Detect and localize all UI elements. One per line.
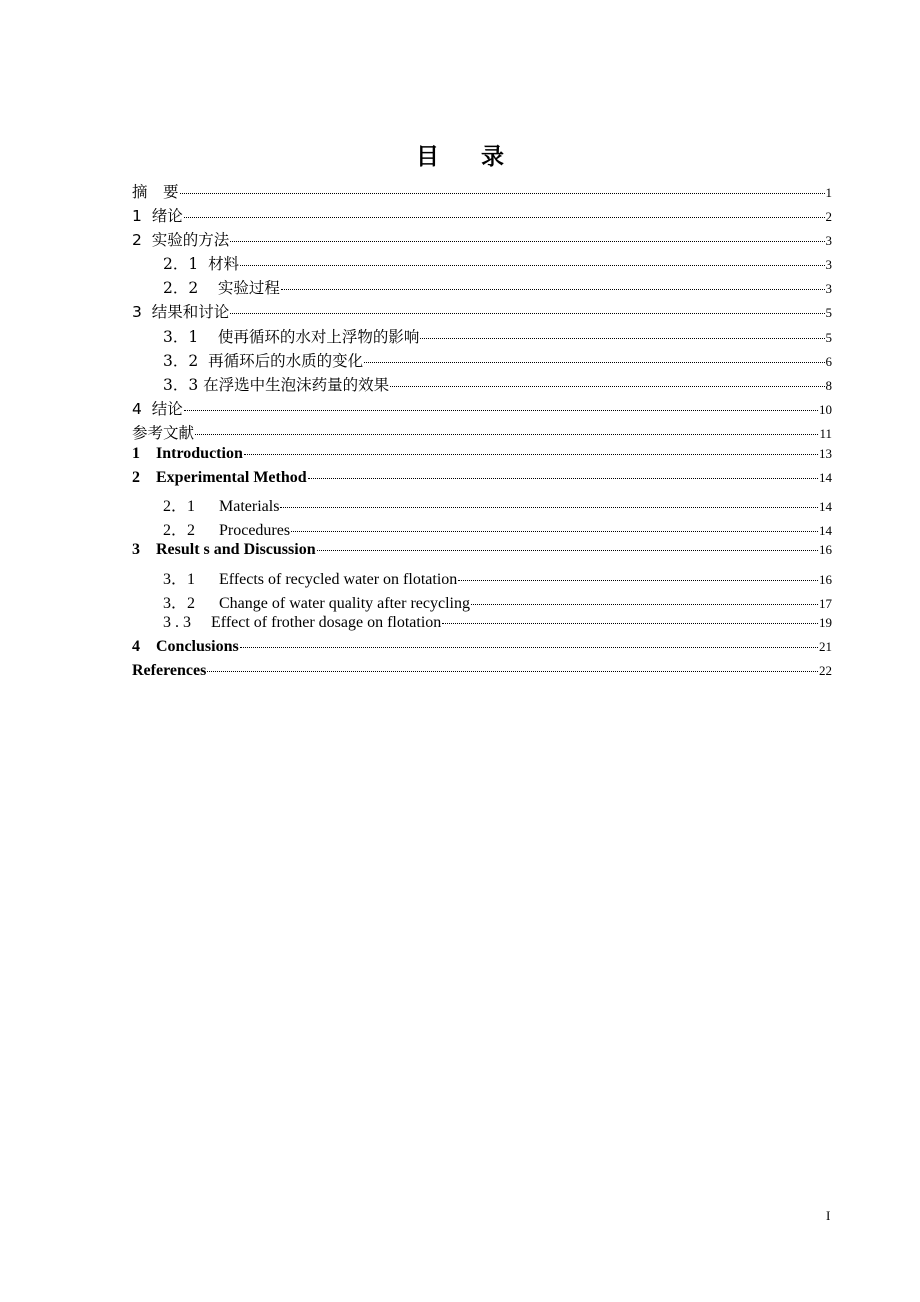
leader-dots xyxy=(458,576,818,581)
leader-dots xyxy=(308,474,818,479)
toc-page-number: 21 xyxy=(819,638,832,654)
title-char-1: 目 xyxy=(416,144,439,170)
toc-page-number: 13 xyxy=(819,446,832,462)
toc-label: 3．1 使再循环的水对上浮物的影响 xyxy=(163,327,420,346)
toc-entry-procedures-en[interactable] xyxy=(132,517,832,541)
toc-label: 3．2 Change of water quality after recycling xyxy=(163,594,471,612)
toc-label: 2 实验的方法 xyxy=(132,231,230,250)
leader-dots xyxy=(280,503,818,508)
toc-label: 4 Conclusions xyxy=(132,637,239,655)
toc-entry-introduction-cn[interactable] xyxy=(132,204,832,228)
toc-entry-references-cn[interactable] xyxy=(132,421,832,445)
leader-dots xyxy=(281,285,825,290)
toc-entry-water-quality-en[interactable] xyxy=(132,590,832,614)
leader-dots xyxy=(390,382,824,387)
leader-dots xyxy=(317,546,818,551)
toc-page-number: 16 xyxy=(819,571,832,587)
page-folio: I xyxy=(826,1208,831,1223)
leader-dots xyxy=(471,600,818,605)
toc-entry-materials-cn[interactable] xyxy=(132,252,832,276)
toc-page-number: 5 xyxy=(825,329,832,345)
leader-dots xyxy=(420,334,824,339)
toc-page-number: 3 xyxy=(825,233,832,249)
page-title xyxy=(0,142,920,172)
toc-label: 1 Introduction xyxy=(132,445,243,463)
leader-dots xyxy=(230,309,824,314)
toc-label: 3 Result s and Discussion xyxy=(132,541,316,559)
leader-dots xyxy=(291,527,818,532)
leader-dots xyxy=(244,450,818,455)
toc-entry-materials-en[interactable] xyxy=(132,493,832,517)
leader-dots xyxy=(240,261,824,266)
toc-entry-water-quality-cn[interactable] xyxy=(132,349,832,373)
toc-entry-frother-cn[interactable] xyxy=(132,373,832,397)
toc-entry-results-en[interactable] xyxy=(132,541,832,565)
leader-dots xyxy=(184,213,825,218)
toc-entry-recycled-water-en[interactable] xyxy=(132,566,832,590)
leader-dots xyxy=(184,406,818,411)
toc-page-number: 6 xyxy=(825,353,832,369)
toc-page-number: 1 xyxy=(825,185,832,200)
leader-dots xyxy=(195,430,818,435)
toc-label: 2 Experimental Method xyxy=(132,469,307,487)
leader-dots xyxy=(207,667,818,672)
toc-page-number: 14 xyxy=(819,499,832,515)
title-char-2: 录 xyxy=(481,144,504,170)
table-of-contents xyxy=(132,180,832,686)
toc-label: 摘 要 xyxy=(132,183,179,201)
toc-entry-procedures-cn[interactable] xyxy=(132,276,832,300)
toc-page-number: 3 xyxy=(825,281,832,297)
toc-page-number: 2 xyxy=(825,209,832,225)
toc-entry-method-cn[interactable] xyxy=(132,228,832,252)
toc-entry-introduction-en[interactable] xyxy=(132,445,832,469)
toc-entry-conclusion-cn[interactable] xyxy=(132,397,832,421)
toc-label: 3．1 Effects of recycled water on flotation xyxy=(163,570,458,588)
leader-dots xyxy=(240,643,818,648)
toc-page-number: 16 xyxy=(819,542,832,558)
toc-page-number: 22 xyxy=(819,662,832,678)
toc-label: 3 . 3 Effect of frother dosage on flotation xyxy=(163,613,442,631)
toc-label: 2．1 Materials xyxy=(163,498,280,516)
toc-page-number: 11 xyxy=(819,425,832,441)
toc-entry-conclusions-en[interactable] xyxy=(132,638,832,662)
leader-dots xyxy=(364,358,824,363)
toc-page-number: 14 xyxy=(819,523,832,539)
toc-label: 1 绪论 xyxy=(132,207,183,226)
toc-page-number: 19 xyxy=(819,614,832,630)
leader-dots xyxy=(180,189,825,194)
toc-label: References xyxy=(132,661,207,679)
toc-entry-recycled-water-cn[interactable] xyxy=(132,325,832,349)
toc-page-number: 14 xyxy=(819,470,832,486)
toc-entry-results-cn[interactable] xyxy=(132,300,832,324)
toc-page-number: 5 xyxy=(825,305,832,321)
toc-label: 2．2 Procedures xyxy=(163,522,291,540)
leader-dots xyxy=(230,237,824,242)
toc-entry-abstract[interactable] xyxy=(132,180,832,204)
toc-entry-references-en[interactable] xyxy=(132,662,832,686)
toc-entry-frother-en[interactable] xyxy=(132,614,832,638)
toc-label: 2．1 材料 xyxy=(163,255,240,274)
leader-dots xyxy=(442,619,818,624)
toc-label: 4 结论 xyxy=(132,399,183,418)
toc-label: 3 结果和讨论 xyxy=(132,303,230,322)
toc-label: 参考文献 xyxy=(132,423,195,442)
toc-label: 2．2 实验过程 xyxy=(163,279,280,298)
toc-page-number: 8 xyxy=(825,377,832,393)
toc-page-number: 3 xyxy=(825,257,832,273)
toc-label: 3．2 再循环后的水质的变化 xyxy=(163,351,364,370)
toc-label: 3．3 在浮选中生泡沫药量的效果 xyxy=(163,375,390,394)
toc-page-number: 10 xyxy=(819,401,832,417)
toc-page-number: 17 xyxy=(819,595,832,611)
toc-entry-method-en[interactable] xyxy=(132,469,832,493)
